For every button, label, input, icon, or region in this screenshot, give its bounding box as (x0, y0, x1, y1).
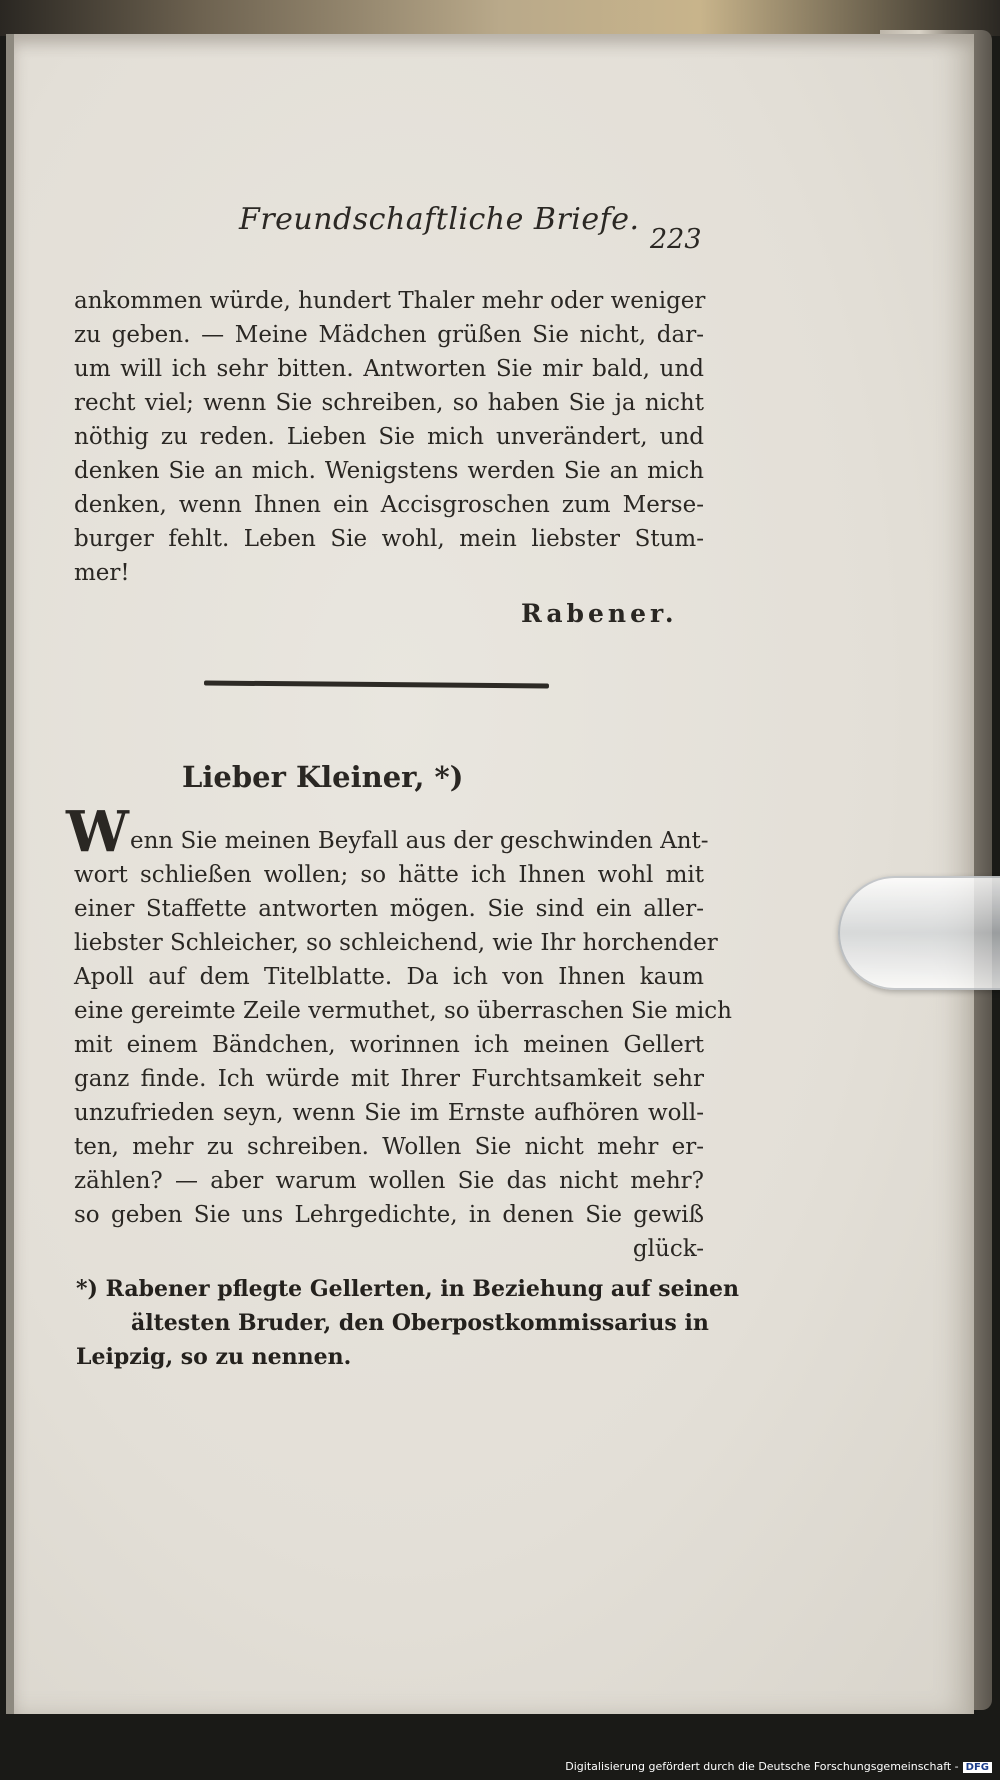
text-line: mer! (74, 560, 130, 586)
footnote-line: ältesten Bruder, den Oberpostkommissarius in (131, 1310, 709, 1336)
text-line: recht viel; wenn Sie schreiben, so haben Sie ja nicht (74, 390, 704, 416)
text-line: burger fehlt. Leben Sie wohl, mein liebster Stum- (74, 526, 704, 552)
running-title: Freundschaftliche Briefe. (239, 202, 640, 237)
letter1-body (74, 284, 704, 590)
text-line: ganz finde. Ich würde mit Ihrer Furchtsamkeit sehr (74, 1066, 704, 1092)
catchword: glück- (632, 1236, 704, 1262)
footnote (76, 1272, 739, 1374)
credit-text: Digitalisierung gefördert durch die Deutsche Forschungsgemeinschaft - (565, 1760, 959, 1773)
book-top-edge (0, 0, 1000, 36)
text-line: liebster Schleicher, so schleichend, wie Ihr horchender (74, 930, 718, 956)
text-line: wort schließen wollen; so hätte ich Ihnen wohl mit (74, 862, 704, 888)
page-number: 223 (650, 224, 702, 255)
text-line: zählen? — aber warum wollen Sie das nicht mehr? (74, 1168, 704, 1194)
footnote-line: *) Rabener pflegte Gellerten, in Beziehung auf seinen (76, 1276, 739, 1302)
signature: Rabener. (521, 599, 678, 628)
text-line: nöthig zu reden. Lieben Sie mich unverändert, und (74, 424, 704, 450)
text-line: denken, wenn Ihnen ein Accisgroschen zum Merse- (74, 492, 704, 518)
text-line: ankommen würde, hundert Thaler mehr oder weniger (74, 288, 706, 314)
footnote-line: Leipzig, so zu nennen. (76, 1344, 352, 1370)
text-line: enn Sie meinen Beyfall aus der geschwinden Ant- (130, 828, 709, 854)
salutation: Lieber Kleiner, *) (182, 760, 464, 794)
text-line: ten, mehr zu schreiben. Wollen Sie nicht mehr er- (74, 1134, 704, 1160)
text-line: unzufrieden seyn, wenn Sie im Ernste aufhören woll- (74, 1100, 704, 1126)
drop-cap: W (66, 799, 129, 865)
page-clip (838, 876, 1000, 990)
book-page (6, 34, 974, 1714)
text-line: einer Staffette antworten mögen. Sie sind ein aller- (74, 896, 704, 922)
text-line: eine gereimte Zeile vermuthet, so überraschen Sie mich (74, 998, 732, 1024)
text-line: Apoll auf dem Titelblatte. Da ich von Ihnen kaum (74, 964, 704, 990)
text-line: um will ich sehr bitten. Antworten Sie mir bald, und (74, 356, 704, 382)
letter2-body (74, 824, 732, 1266)
section-divider (204, 680, 549, 688)
text-line: mit einem Bändchen, worinnen ich meinen Gellert (74, 1032, 704, 1058)
text-line: so geben Sie uns Lehrgedichte, in denen Sie gewiß (74, 1202, 704, 1228)
digitization-credit (565, 1760, 992, 1773)
text-line: zu geben. — Meine Mädchen grüßen Sie nicht, dar- (74, 322, 704, 348)
dfg-logo: DFG (963, 1762, 992, 1773)
text-line: denken Sie an mich. Wenigstens werden Sie an mich (74, 458, 704, 484)
